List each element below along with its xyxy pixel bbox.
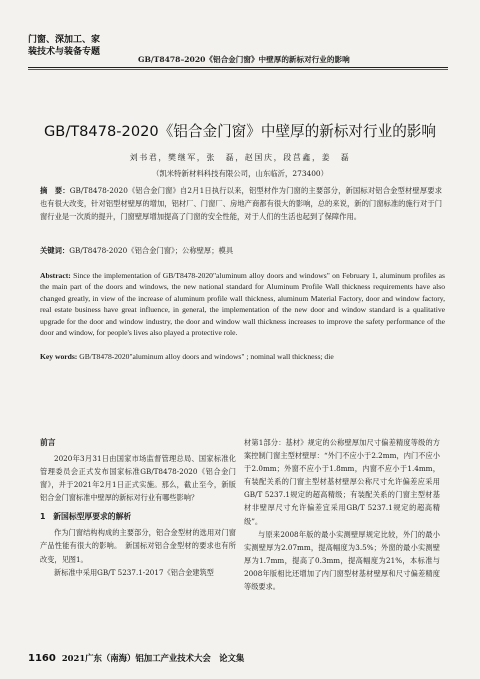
abstract-cn-label: 摘 要： <box>40 186 70 195</box>
preface-heading: 前言 <box>40 438 56 447</box>
body-right-column <box>244 436 440 593</box>
page-footer <box>28 652 244 664</box>
keywords-cn-label: 关键词： <box>40 246 70 255</box>
paper-title: GB/T8478-2020《铝合金门窗》中壁厚的新标对行业的影响 <box>44 123 436 140</box>
running-title: GB/T8478–2020《铝合金门窗》中壁厚的新标对行业的影响 <box>138 55 350 64</box>
keywords-chinese <box>40 246 442 256</box>
page-number: 1160 <box>28 653 56 664</box>
right-paragraph-1: 材第1部分：基材》规定的公称壁厚加尺寸偏差精度等级的方案控制门窗主型材壁厚：“外门不应小于2.2mm，内门不应小于2.0mm；外窗不应小于1.8mm，内窗不应小于1.4mm，有装配关系的门窗主型材基材壁厚公称尺寸允许偏差应采用GB/T 5237.1规定的超高精级；有装配关系的门窗主型材基材非壁厚尺寸允许偏差宜采用GB/T 5237.1规定的超高精级”。 <box>244 438 440 526</box>
footer-text: 2021广东（南海）铝加工产业技术大会 论文集 <box>61 653 245 663</box>
keywords-en-text: GB/T8478-2020"aluminum alloy doors and windows" ; nominal wall thickness; die <box>79 352 334 361</box>
abstract-en-text: Since the implementation of GB/T8478-2020"aluminum alloy doors and windows" on February 1, aluminum profiles as the main part of the doors and windows, the new national standard for Aluminum Profile Wall thickness requirements have also changed greatly, in view of the increase of aluminum profile wall thickness, aluminum Material Factory, door and window factory, real estate business have great influence, in general, the implementation of the new door and window standard is a qualitative upgrade for the door and window industry, the door and window wall thickness increases to improve the safety performance of the door and window, for people's lives also played a protective role. <box>40 271 446 338</box>
right-paragraph-2: 与原来2008年版的最小实测壁厚规定比较，外门的最小实测壁厚为2.07mm，提高幅度为3.5%；外窗的最小实测壁厚为1.7mm，提高了0.3mm，提高幅度为21%，本标准与2008年版相比还增加了内门窗型材基材壁厚和尺寸偏差精度等级要求。 <box>244 529 440 592</box>
abstract-cn-text: GB/T8478-2020《铝合金门窗》自2月1日执行以来，铝型材作为门窗的主要部分，新国标对铝合金型材壁厚要求也有很大改变，针对铝型材壁厚的增加，铝材厂、门窗厂、房地产商都有很大的影响，总的来说，新的门窗标准的施行对于门窗行业是一次质的提升，门窗壁厚增加提高了门窗的安全性能，对于人们的生活也起到了保障作用。 <box>40 186 442 221</box>
journal-section-label <box>28 34 100 58</box>
abstract-english <box>40 270 445 338</box>
journal-section-line1: 门窗、深加工、家 <box>28 35 101 45</box>
header-rule-thin <box>28 69 448 70</box>
header-rule <box>28 67 448 68</box>
section1-paragraph-1: 作为门窗结构构成的主要部分，铝合金型材的选用对门窗产品性能有很大的影响。 新国标对铝合金型材的要求也有所改变，见图1。 <box>40 528 236 564</box>
body-left-column <box>40 436 236 579</box>
affiliation: （凯米特新材料科技有限公司，山东临沂，273400） <box>151 169 329 178</box>
section1-heading: 1 新国标型厚要求的解析 <box>40 512 132 522</box>
abstract-chinese <box>40 184 442 223</box>
keywords-en-label: Key words: <box>40 352 78 361</box>
author-list: 刘书君，樊继军，张 磊，赵国庆，段莒鑫，姜 磊 <box>129 153 351 162</box>
preface-paragraph: 2020年3月31日由国家市场监督管理总局、国家标准化管理委员会正式发布国家标准GB/T8478-2020《铝合金门窗》，并于2021年2月1日正式实施。那么，截止至今，新版铝合金门窗标准中壁厚的新标对行业有哪些影响？ <box>40 454 236 503</box>
keywords-english <box>40 352 445 361</box>
section1-paragraph-2: 新标准中采用GB/T 5237.1-2017《铝合金建筑型 <box>54 567 214 577</box>
abstract-en-label: Abstract: <box>40 271 71 280</box>
journal-section-line2: 装技术与装备专题 <box>28 47 101 57</box>
keywords-cn-text: GB/T8478-2020《铝合金门窗》；公称壁厚；模具 <box>69 246 234 255</box>
